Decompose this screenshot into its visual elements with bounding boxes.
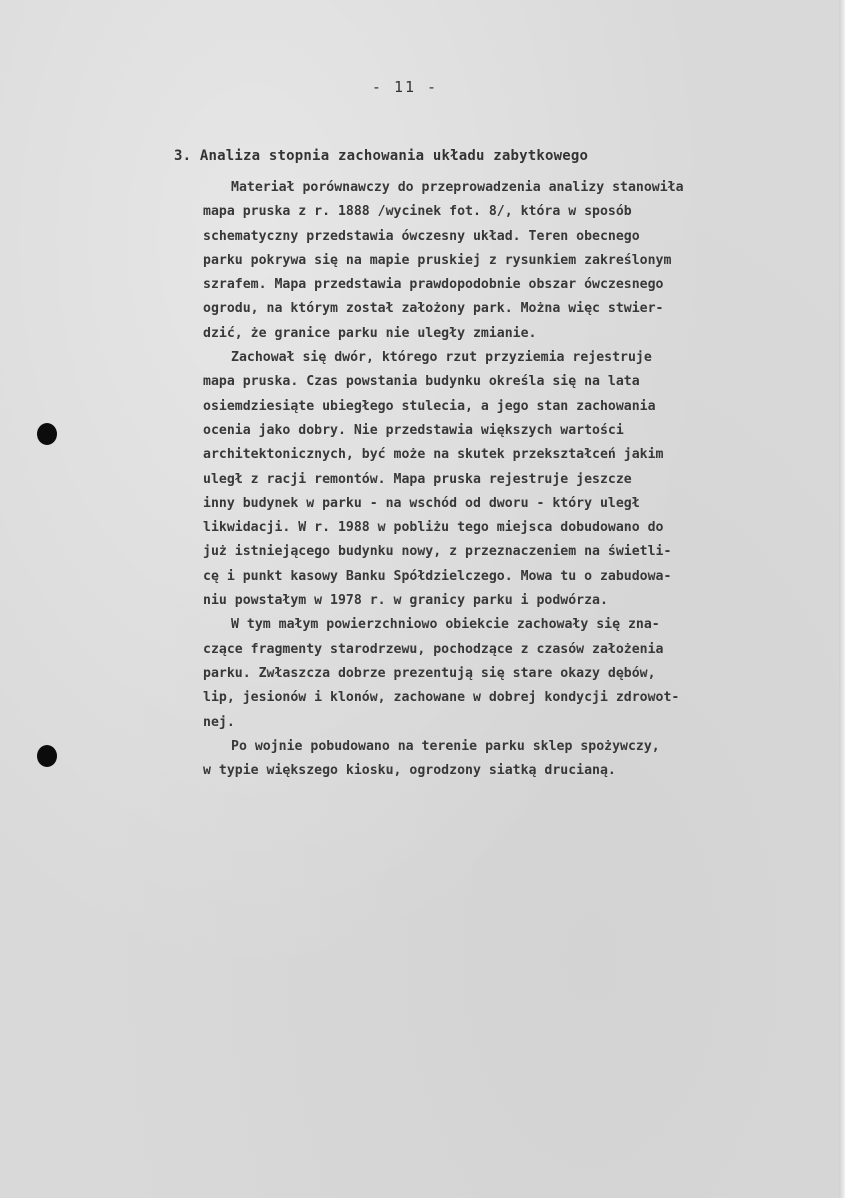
text-line: Zachował się dwór, którego rzut przyziemia rejestruje: [231, 350, 652, 366]
text-line: dzić, że granice parku nie uległy zmianie.: [203, 325, 537, 341]
text-line: ogrodu, na którym został założony park. Można więc stwier-: [203, 301, 664, 317]
text-line: czące fragmenty starodrzewu, pochodzące z czasów założenia: [203, 641, 664, 657]
text-line: likwidacji. W r. 1988 w pobliżu tego miejsca dobudowano do: [203, 520, 664, 536]
text-line: ocenia jako dobry. Nie przedstawia większych wartości: [203, 422, 624, 438]
text-line: parku. Zwłaszcza dobrze prezentują się stare okazy dębów,: [203, 665, 656, 681]
text-line: W tym małym powierzchniowo obiekcie zachowały się zna-: [231, 617, 660, 633]
text-line: inny budynek w parku - na wschód od dworu - który uległ: [203, 495, 640, 511]
body-text: [203, 176, 843, 783]
text-line: osiemdziesiąte ubiegłego stulecia, a jego stan zachowania: [203, 398, 656, 414]
text-line: w typie większego kiosku, ogrodzony siatką drucianą.: [203, 763, 616, 779]
text-line: już istniejącego budynku nowy, z przeznaczeniem na świetli-: [203, 544, 672, 560]
text-line: Po wojnie pobudowano na terenie parku sklep spożywczy,: [231, 738, 660, 754]
page-number: - 11 -: [371, 78, 439, 96]
punch-hole: [37, 745, 57, 767]
text-line: nej.: [203, 714, 235, 730]
text-line: architektonicznych, być może na skutek przekształceń jakim: [203, 447, 664, 463]
text-line: cę i punkt kasowy Banku Spółdzielczego. Mowa tu o zabudowa-: [203, 568, 672, 584]
text-line: niu powstałym w 1978 r. w granicy parku i podwórza.: [203, 593, 608, 609]
section-heading: 3. Analiza stopnia zachowania układu zabytkowego: [174, 148, 589, 164]
text-line: parku pokrywa się na mapie pruskiej z rysunkiem zakreślonym: [203, 252, 672, 268]
text-line: schematyczny przedstawia ówczesny układ. Teren obecnego: [203, 228, 640, 244]
text-line: lip, jesionów i klonów, zachowane w dobrej kondycji zdrowot-: [203, 690, 680, 706]
text-line: mapa pruska. Czas powstania budynku określa się na lata: [203, 374, 640, 390]
punch-hole: [37, 423, 57, 445]
text-line: Materiał porównawczy do przeprowadzenia analizy stanowiła: [231, 180, 684, 195]
text-line: uległ z racji remontów. Mapa pruska rejestruje jeszcze: [203, 471, 632, 487]
text-line: szrafem. Mapa przedstawia prawdopodobnie obszar ówczesnego: [203, 277, 664, 293]
text-line: mapa pruska z r. 1888 /wycinek fot. 8/, która w sposób: [203, 204, 632, 220]
